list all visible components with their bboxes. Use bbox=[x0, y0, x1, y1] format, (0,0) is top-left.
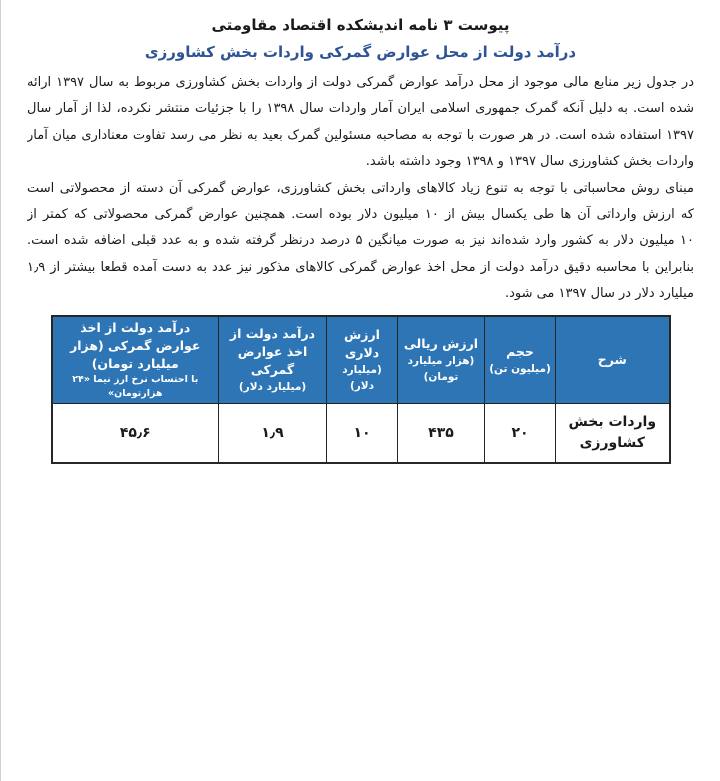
header-title: حجم bbox=[506, 343, 534, 359]
cell-volume: ۲۰ bbox=[485, 403, 556, 463]
cell-revenue-toman: ۴۵٫۶ bbox=[52, 403, 219, 463]
header-unit: (هزار میلیارد تومان) bbox=[407, 354, 475, 383]
cell-rial-value: ۴۳۵ bbox=[398, 403, 485, 463]
header-dollar-value bbox=[327, 316, 398, 404]
cell-description: واردات بخش کشاورزی bbox=[556, 403, 670, 463]
document-title: پیوست ۳ نامه اندیشکده اقتصاد مقاومتی bbox=[211, 16, 510, 34]
header-title: ارزش ریالی bbox=[403, 335, 479, 351]
header-description bbox=[556, 316, 670, 404]
body-line: که ارزش وارداتی آن ها طی یکسال بیش از ۱۰ میلیون دلار بوده است. همچنین عوارض گمرکی محصولاتی که کمتر از bbox=[27, 206, 694, 222]
body-paragraphs bbox=[27, 70, 694, 308]
body-line: ۱۰ میلیون دلار به کشور وارد شده‌اند نیز به صورت میانگین ۵ درصد درنظر گرفته شده و به عدد قبلی اضافه شده است. bbox=[27, 233, 694, 249]
header-title: ارزش دلاری bbox=[344, 326, 380, 360]
header-title: درآمد دولت از اخذ عوارض گمرکی (هزار میلیارد تومان) bbox=[70, 319, 201, 371]
revenue-table bbox=[51, 315, 671, 464]
table-data-row bbox=[52, 403, 670, 463]
header-title: درآمد دولت از اخذ عوارض گمرکی bbox=[229, 325, 316, 377]
body-line: در جدول زیر منابع مالی موجود از محل درآمد عوارض گمرکی دولت از واردات بخش کشاورزی مربوط به سال ۱۳۹۷ ارائه bbox=[27, 75, 694, 90]
document-subtitle: درآمد دولت از محل عوارض گمرکی واردات بخش کشاورزی bbox=[144, 43, 577, 61]
header-unit: (میلیون تن) bbox=[489, 362, 551, 375]
body-line: مبنای روش محاسباتی با توجه به تنوع زیاد کالاهای وارداتی بخش کشاورزی، عوارض گمرکی آن دسته از محصولاتی است bbox=[27, 180, 694, 196]
document-content bbox=[1, 0, 720, 464]
header-note: با احتساب نرخ ارز نیما «۲۴ هزارتومان» bbox=[72, 373, 199, 399]
cell-dollar-value: ۱۰ bbox=[327, 403, 398, 463]
body-line: میلیارد دلار در سال ۱۳۹۷ می شود. bbox=[504, 286, 694, 302]
header-revenue-toman bbox=[52, 316, 219, 404]
header-unit: (میلیارد دلار) bbox=[342, 363, 382, 392]
cell-revenue-dollar: ۱٫۹ bbox=[219, 403, 327, 463]
header-unit: (میلیارد دلار) bbox=[238, 380, 307, 393]
header-volume bbox=[485, 316, 556, 404]
body-line: بنابراین با محاسبه دقیق درآمد دولت از محل اخذ عوارض گمرکی کالاهای مذکور نیز عدد به دست آمده قطعا بیشتر از ۱٫۹ bbox=[27, 259, 694, 275]
body-line: ۱۳۹۷ استفاده شده است. در هر صورت با توجه به مصاحبه مسئولین گمرک بعید به نظر می رسد تفاوت معناداری میان آمار bbox=[27, 127, 694, 143]
header-title: شرح bbox=[597, 351, 627, 367]
body-line: شده است. به دلیل آنکه گمرک جمهوری اسلامی ایران آمار واردات سال ۱۳۹۸ را با جزئیات منتشر نکرده، لذا از آمار سال bbox=[27, 101, 694, 117]
body-line: واردات بخش کشاورزی سال ۱۳۹۷ و ۱۳۹۸ وجود داشته باشد. bbox=[365, 154, 694, 170]
header-revenue-dollar bbox=[219, 316, 327, 404]
table-header-row bbox=[52, 316, 670, 404]
header-rial-value bbox=[398, 316, 485, 404]
